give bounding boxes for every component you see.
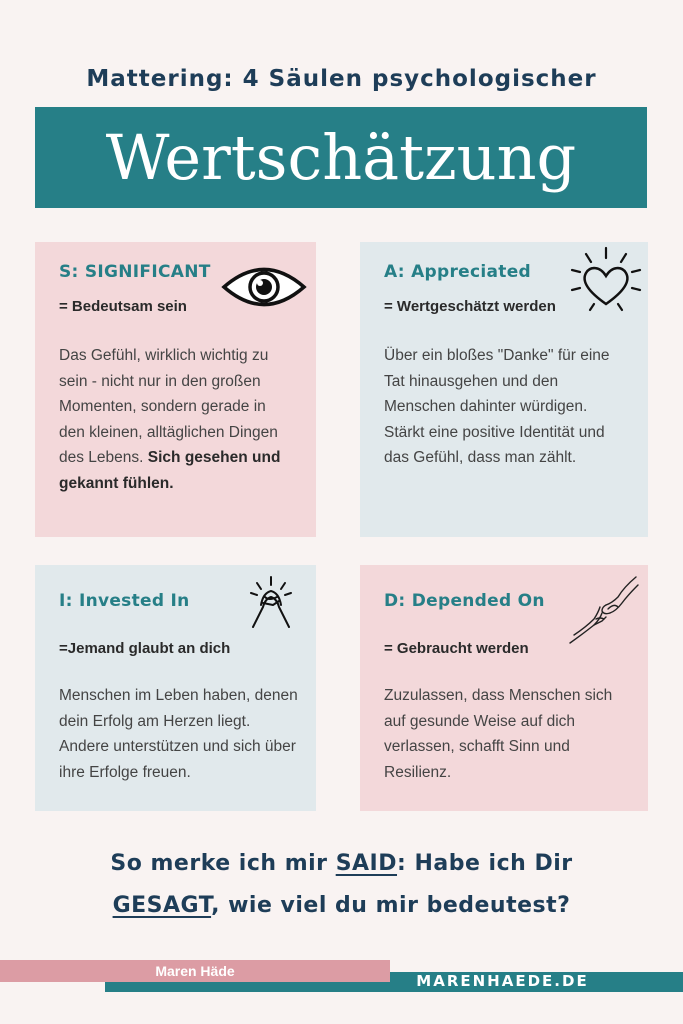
card-significant: [35, 242, 316, 537]
tagline: [0, 843, 683, 927]
card-appreciated: [360, 242, 648, 537]
tagline-part1: So merke ich mir: [110, 851, 336, 876]
page-title: Wertschätzung: [105, 121, 577, 194]
card-body: Zuzulassen, dass Menschen sich auf gesunde Weise auf dich verlassen, schafft Sinn und Resilienz.: [384, 687, 613, 781]
card-subtitle: = Wertgeschätzt werden: [384, 298, 556, 315]
card-title: A: Appreciated: [384, 262, 531, 282]
card-subtitle: = Gebraucht werden: [384, 640, 529, 657]
card-title: D: Depended On: [384, 591, 545, 611]
card-title: S: SIGNIFICANT: [59, 262, 211, 282]
title-banner: [35, 107, 647, 208]
heart-icon: [566, 244, 646, 320]
card-subtitle: = Bedeutsam sein: [59, 298, 187, 315]
holding-hands-icon: [566, 573, 640, 645]
website-link[interactable]: MARENHAEDE.DE: [416, 972, 589, 990]
card-body: Menschen im Leben haben, denen dein Erfolg am Herzen liegt. Andere unterstützen und sich über ihre Erfolge freuen.: [59, 687, 298, 781]
eye-icon: [221, 264, 307, 310]
card-body: [59, 343, 284, 496]
card-title: I: Invested In: [59, 591, 190, 611]
card-subtitle: =Jemand glaubt an dich: [59, 640, 231, 657]
tagline-said: SAID: [335, 851, 398, 876]
clasped-hands-icon: [243, 575, 299, 629]
tagline-gesagt: GESAGT: [112, 893, 212, 918]
card-depended-on: [360, 565, 648, 811]
tagline-part2: : Habe ich Dir: [397, 851, 573, 876]
eyebrow-heading: Mattering: 4 Säulen psychologischer: [86, 66, 597, 92]
card-body-bold: Sich gesehen und gekannt fühlen.: [59, 449, 281, 492]
tagline-part3: , wie viel du mir bedeutest?: [211, 893, 571, 918]
card-body-text: Das Gefühl, wirklich wichtig zu sein - nicht nur in den großen Momenten, sondern gerade in den kleinen, alltäglichen Dingen des Lebens.: [59, 347, 278, 466]
author-name: Maren Häde: [155, 963, 235, 979]
card-invested-in: [35, 565, 316, 811]
card-body: Über ein bloßes "Danke" für eine Tat hinausgehen und den Menschen dahinter würdigen. Stärkt eine positive Identität und das Gefühl, dass man zählt.: [384, 347, 610, 466]
